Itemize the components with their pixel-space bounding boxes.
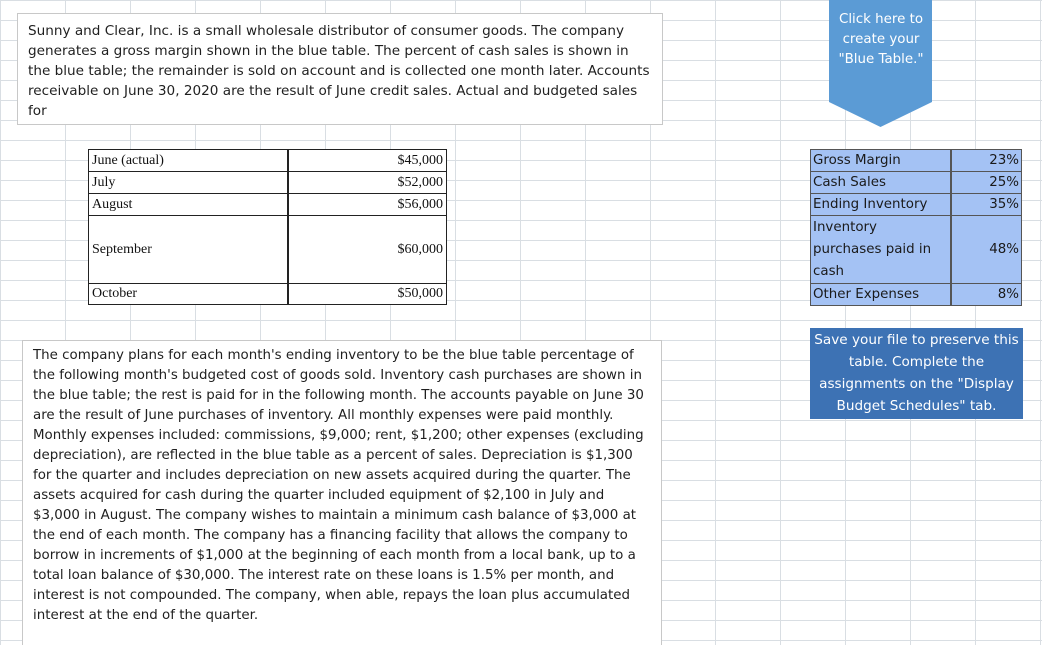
blue-label-inventory-purchases[interactable]: Inventory purchases paid in cash	[810, 215, 951, 284]
sales-value-june[interactable]: $45,000	[288, 149, 447, 172]
blue-value-cash-sales[interactable]: 25%	[951, 171, 1022, 194]
sales-label-june[interactable]: June (actual)	[88, 149, 288, 172]
sales-value-july[interactable]: $52,000	[288, 171, 447, 194]
save-note-text: Save your file to preserve this table. Complete the assignments on the "Display Budget Schedules" tab.	[814, 332, 1019, 414]
blue-value-ending-inventory[interactable]: 35%	[951, 193, 1022, 216]
blue-label-cash-sales[interactable]: Cash Sales	[810, 171, 951, 194]
sales-label-august[interactable]: August	[88, 193, 288, 216]
intro-text-box[interactable]	[17, 13, 663, 125]
blue-label-gross-margin[interactable]: Gross Margin	[810, 149, 951, 172]
click-here-label: Click here to create your "Blue Table."	[838, 12, 924, 67]
sales-label-october[interactable]: October	[88, 283, 288, 305]
blue-label-other-expenses[interactable]: Other Expenses	[810, 283, 951, 306]
sales-value-september[interactable]: $60,000	[288, 215, 447, 284]
blue-value-gross-margin[interactable]: 23%	[951, 149, 1022, 172]
intro-text: Sunny and Clear, Inc. is a small wholesale distributor of consumer goods. The company generates a gross margin shown in the blue table. The percent of cash sales is shown in the blue table; the remainder is sold on account and is collected one month later. Accounts receivable on June 30, 2020 are the result of June credit sales. Actual and budgeted sales for	[28, 23, 650, 119]
blue-value-inventory-purchases[interactable]: 48%	[951, 215, 1022, 284]
sales-label-july[interactable]: July	[88, 171, 288, 194]
sales-label-september[interactable]: September	[88, 215, 288, 284]
sales-value-august[interactable]: $56,000	[288, 193, 447, 216]
blue-value-other-expenses[interactable]: 8%	[951, 283, 1022, 306]
save-note-box[interactable]	[810, 328, 1023, 419]
blue-label-ending-inventory[interactable]: Ending Inventory	[810, 193, 951, 216]
plan-text: The company plans for each month's ending inventory to be the blue table percentage of the following month's budgeted cost of goods sold. Inventory cash purchases are shown in the blue table; the rest is paid for in the following month. The accounts payable on June 30 are the result of June purchases of inventory. All monthly expenses were paid monthly. Monthly expenses included: commissions, $9,000; rent, $1,200; other expenses (excluding depreciation), are reflected in the blue table as a percent of sales. Depreciation is $1,300 for the quarter and includes depreciation on new assets acquired during the quarter. The assets acquired for cash during the quarter included equipment of $2,100 in July and $3,000 in August. The company wishes to maintain a minimum cash balance of $3,000 at the end of each month. The company has a financing facility that allows the company to borrow in increments of $1,000 at the beginning of each month from a local bank, up to a total loan balance of $30,000. The interest rate on these loans is 1.5% per month, and interest is not compounded. The company, when able, repays the loan plus accumulated interest at the end of the quarter.	[33, 348, 644, 623]
plan-text-box[interactable]	[22, 340, 662, 645]
sales-value-october[interactable]: $50,000	[288, 283, 447, 305]
